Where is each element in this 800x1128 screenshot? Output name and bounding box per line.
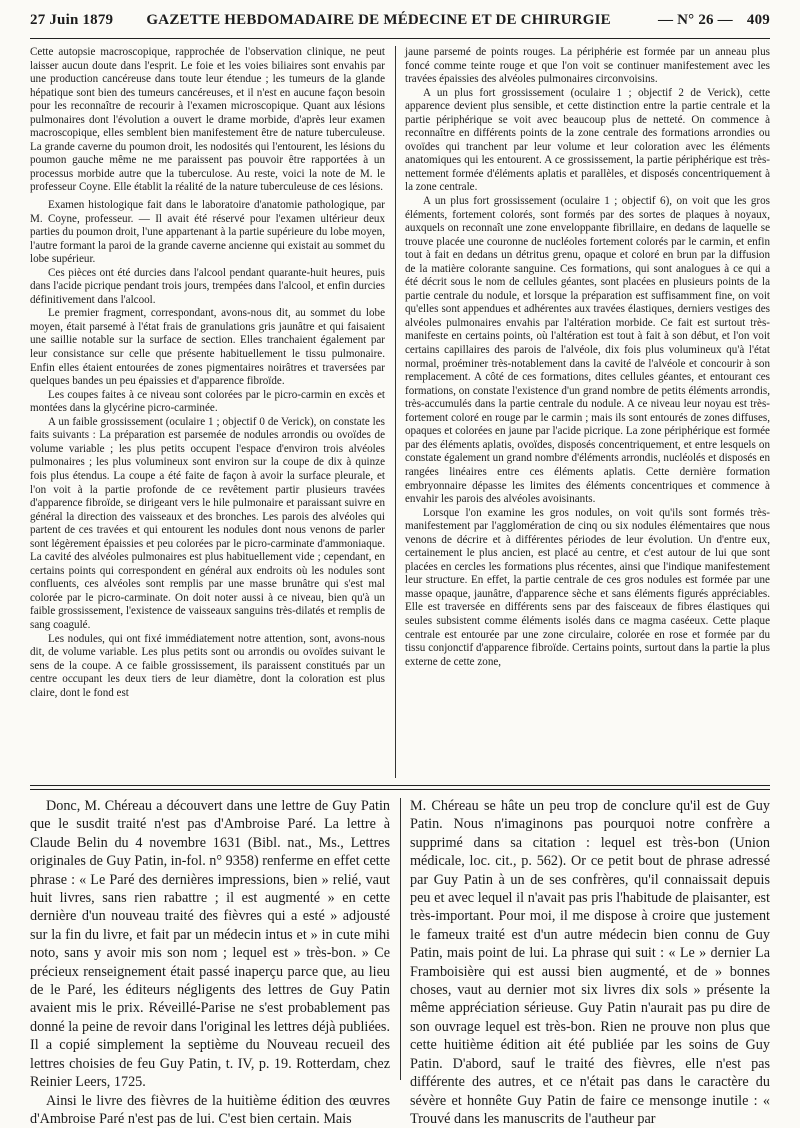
paragraph: Cette autopsie macroscopique, rapprochée de l'observation clinique, ne peut laisser aucun doute dans l'esprit. Le foie et les voies biliaires sont envahis par une production cancéreuse dans toute leur étendue ; les tumeurs de la glande hépatique sont bien des tumeurs cancéreuses, et il n'est en aucune façon besoin pour les reconnaître de recourir à l'examen microscopique. Quant aux lésions pulmonaires dont l'évolution a ouvert le drame morbide, d'après leur examen macroscopique, elles semblent bien manifestement être de nature tuberculeuse. La grande caverne du poumon droit, les nodosités qui l'entourent, les lésions du poumon gauche même ne me paraissent pas pouvoir être rapportées à un processus morbide autre que la tuberculose. Au reste, voici la note de M. le professeur Coyne. Elle établit la réalité de la nature tuberculeuse de ces lésions. xyxy=(30,46,385,195)
section-rule-thin xyxy=(30,789,770,790)
paragraph: A un plus fort grossissement (oculaire 1 ; objectif 6), on voit que les gros éléments, fortement colorés, sont formés par des sortes de plaques à noyaux, auxquels on reconnaît une zone enveloppante fibrillaire, en dedans de laquelle se trouve placée une couronne de nucléoles fortement colorés par le carmin, et enfin tout à fait en dedans un détritus grenu, opaque et coloré en brun par la diffusion de la matière colorante sanguine. Ces formations, qui sont analogues à ce qui a été décrit sous le nom de cellules géantes, sont placées en plusieurs points de la partie centrale du nodule, et lorsque la préparation est suffisamment fine, on voit qu'elles sont appendues et adhérentes aux travées élastiques, derniers vestiges des alvéoles pulmonaires envahis par l'altération morbide. Ce fait est surtout très-manifeste en certains points, où l'altération est tout à fait à son début, et l'on voit certains capillaires des parois de l'alvéole, dix fois plus volumineux qu'à l'état normal, proéminer très-notablement dans la cavité de l'alvéole et concourir à son remplacement. A côté de ces formations, dites cellules géantes, et entourant ces formations, on constate l'existence d'un grand nombre de petits éléments arrondis, très-accumulés dans la partie centrale du nodule. A ce niveau leur noyau est très-fortement coloré en rouge par le carmin ; mais ils sont entourés de zones diffuses, opaques et colorées en jaune par l'acide picrique. La zone périphérique est formée par des éléments aplatis, ovoïdes, disposés concentriquement, et entre lesquels on constate également un grand nombre d'éléments arrondis, nucléolés et disposés en rangées linéaires entre ces éléments aplatis. Cette dernière formation embryonnaire dépasse les limites des éléments concentriques et commence à envahir les parois des alvéoles avoisinants. xyxy=(405,195,770,507)
paragraph: Le premier fragment, correspondant, avons-nous dit, au sommet du lobe moyen, était parsemé à l'état frais de granulations gris jaunâtre et qui faisaient une saillie notable sur la surface de section. Elles tranchaient également par leur consistance sur celle que présente habituellement le tissu pulmonaire. Enfin elles étaient entourées de zones pigmentaires noirâtres et traversées par quelques bandes un peu épaissies et d'apparence fibroïde. xyxy=(30,307,385,388)
paragraph: Donc, M. Chéreau a découvert dans une lettre de Guy Patin que le susdit traité n'est pas d'Ambroise Paré. La lettre à Claude Belin du 4 novembre 1631 (Bibl. nat., Ms., Lettres originales de Guy Patin, in-fol. n° 9358) renferme en effet cette phrase : « Le Paré des dernières impressions, bien » relié, vaut huit livres, sans rien rabattre ; il est augmenté » en cette dernière d'un nouveau traité des fièvres qui a esté » adjousté sur la fin du livre, et fait par un médecin intus et » in cute mihi noto, sans y avoir mis son nom ; lequel est » très-bon. » Ce précieux renseignement était passé inaperçu parce que, au lieu de le Paré, les éditeurs négligents des lettres de Guy Patin avaient mis le prix. Réveillé-Parise ne s'est probablement pas donné la peine de revoir dans l'original les lettres déjà publiées. Il a copié simplement la septième du Nouveau recueil des lettres choisies de feu Guy Patin, t. IV, p. 19. Rotterdam, chez Reinier Leers, 1725. xyxy=(30,797,390,1092)
lower-right-column xyxy=(410,797,770,1082)
column-divider xyxy=(395,46,396,778)
upper-right-column xyxy=(405,46,770,778)
paragraph: jaune parsemé de points rouges. La périphérie est formée par un anneau plus foncé comme teinte rouge et que l'on voit se continuer manifestement avec les travées épaissies des alvéoles pulmonaires circonvoisins. xyxy=(405,46,770,87)
issue-and-page xyxy=(644,12,770,29)
paragraph: Lorsque l'on examine les gros nodules, on voit qu'ils sont formés très-manifestement par l'agglomération de cinq ou six nodules élémentaires que nous venons de décrire et à différentes périodes de leur évolution. Un d'entre eux, certainement le plus ancien, est placé au centre, et c'est autour de lui que sont placées en cercles les formations plus récentes, ainsi que l'indique manifestement leur structure. En effet, la partie centrale de ces gros nodules est formée par une masse opaque, jaunâtre, d'apparence sèche et sans éléments figurés appréciables. Elle est traversée en différents sens par des faisceaux de fibres élastiques qui seules subsistent comme éléments isolés dans ce magma caséeux. Cette plaque centrale est entourée par une zone circulaire, colorée en rose et formée par du tissu conjonctif d'apparence fibroïde. Certains points, surtout dans la partie la plus externe de cette zone, xyxy=(405,507,770,670)
issue-number: — N° 26 — xyxy=(658,12,733,28)
paragraph: A un faible grossissement (oculaire 1 ; objectif 0 de Verick), on constate les faits suivants : La préparation est parsemée de nodules arrondis ou ovoïdes de volume variable ; les plus petits occupent l'espace d'environ trois alvéoles pulmonaires ; les plus volumineux sont environ sur la coupe de dix à quinze fois plus étendus. La coupe a été faite de façon à avoir la surface pleurale, et l'on voit à la partie profonde de ce revêtement partir plusieurs travées d'apparence fibroïde, se dirigeant vers le hile pulmonaire et paraissant suivre en général la direction des vaisseaux et des bronches. Les parois des alvéoles qui partent de ces travées et qui entourent les nodules dont nous venons de parler sont légèrement épaissies et peu colorées par le picro-carminate d'ammoniaque. La cavité des alvéoles pulmonaires est plus habituellement vide ; cependant, en certains points qui correspondent en général aux endroits où les nodules sont confluents, ces alvéoles sont remplis par une masse brunâtre qui s'est mal colorée par le picro-carminate. On doit noter aussi à ce niveau, bien qu'à un faible grossissement, l'existence de vaisseaux sanguins très-dilatés et remplis de sang coagulé. xyxy=(30,416,385,633)
paragraph: M. Chéreau se hâte un peu trop de conclure qu'il est de Guy Patin. Nous n'imaginons pas pourquoi notre confrère a supprimé dans sa citation : lequel est très-bon (Union médicale, loc. cit., p. 562). Or ce petit bout de phrase adressé par Guy Patin à un de ses confrères, qu'il connaissait depuis peu et avec lequel il n'avait pas pris l'habitude de plaisanter, est très-important. Pour moi, il me dispose à croire que justement le fameux traité est d'un autre médecin bien connu de Guy Patin, mais point de lui. La phrase qui suit : « Le » dernier La Framboisière qui est aussi bien augmenté, et de » bonnes choses, vaut au dernier mot six livres dix sols » présente la même appréciation sérieuse. Guy Patin n'aurait pas pu dire de son ouvrage lequel est très-bon. Rien ne prouve non plus que cette huitième édition ait été publiée par les soins de Guy Patin. D'abord, sauf le traité des fièvres, elle n'est pas différente des autres, et ce n'était pas dans le caractère du sévère et honnête Guy Patin de faire ce mensonge inutile : « Trouvé dans les manuscrits de l'autheur par xyxy=(410,797,770,1128)
header-date: 27 Juin 1879 xyxy=(30,12,113,29)
section-rule xyxy=(30,785,770,786)
paragraph: Ces pièces ont été durcies dans l'alcool pendant quarante-huit heures, puis dans l'acide picrique pendant trois jours, trempées dans l'alcool, et enfin durcies définitivement dans l'alcool. xyxy=(30,267,385,308)
paragraph: Ainsi le livre des fièvres de la huitième édition des œuvres d'Ambroise Paré n'est pas de lui. C'est bien certain. Mais xyxy=(30,1092,390,1128)
header-rule xyxy=(30,38,770,39)
paragraph: Les nodules, qui ont fixé immédiatement notre attention, sont, avons-nous dit, de volume variable. Les plus petits sont ou arrondis ou ovoïdes suivant le sens de la coupe. A ce faible grossissement, ils paraissent constitués par un centre occupant les deux tiers de leur diamètre, dont la coloration est plus claire, dont le fond est xyxy=(30,633,385,701)
lower-left-column xyxy=(30,797,390,1082)
column-divider xyxy=(400,798,401,1080)
page-number: 409 xyxy=(747,12,770,28)
paragraph: Examen histologique fait dans le laboratoire d'anatomie pathologique, par M. Coyne, professeur. — Il avait été réservé pour l'examen ultérieur deux parties du poumon droit, l'une appartenant à la partie supérieure du lobe moyen, l'autre formant la paroi de la grande caverne ancienne qui existait au sommet du lobe supérieur. xyxy=(30,199,385,267)
paragraph: A un plus fort grossissement (oculaire 1 ; objectif 2 de Verick), cette apparence devient plus sensible, et cette distinction entre la partie centrale et la partie périphérique se voit avec beaucoup plus de netteté. On commence à reconnaître en différents points de la zone centrale des formations arrondies ou ovoïdes qui tranchent par leur volume et leur coloration avec les éléments anatomiques qui les entourent. A ce grossissement, la partie périphérique est très-nettement formée d'éléments aplatis et parallèles, et disposés concentriquement à la zone centrale. xyxy=(405,87,770,195)
paragraph: Les coupes faites à ce niveau sont colorées par le picro-carmin en excès et montées dans la glycérine picro-carminée. xyxy=(30,389,385,416)
page-header xyxy=(30,12,770,34)
upper-left-column xyxy=(30,46,385,778)
journal-title: GAZETTE HEBDOMADAIRE DE MÉDECINE ET DE CHIRURGIE xyxy=(146,12,610,29)
